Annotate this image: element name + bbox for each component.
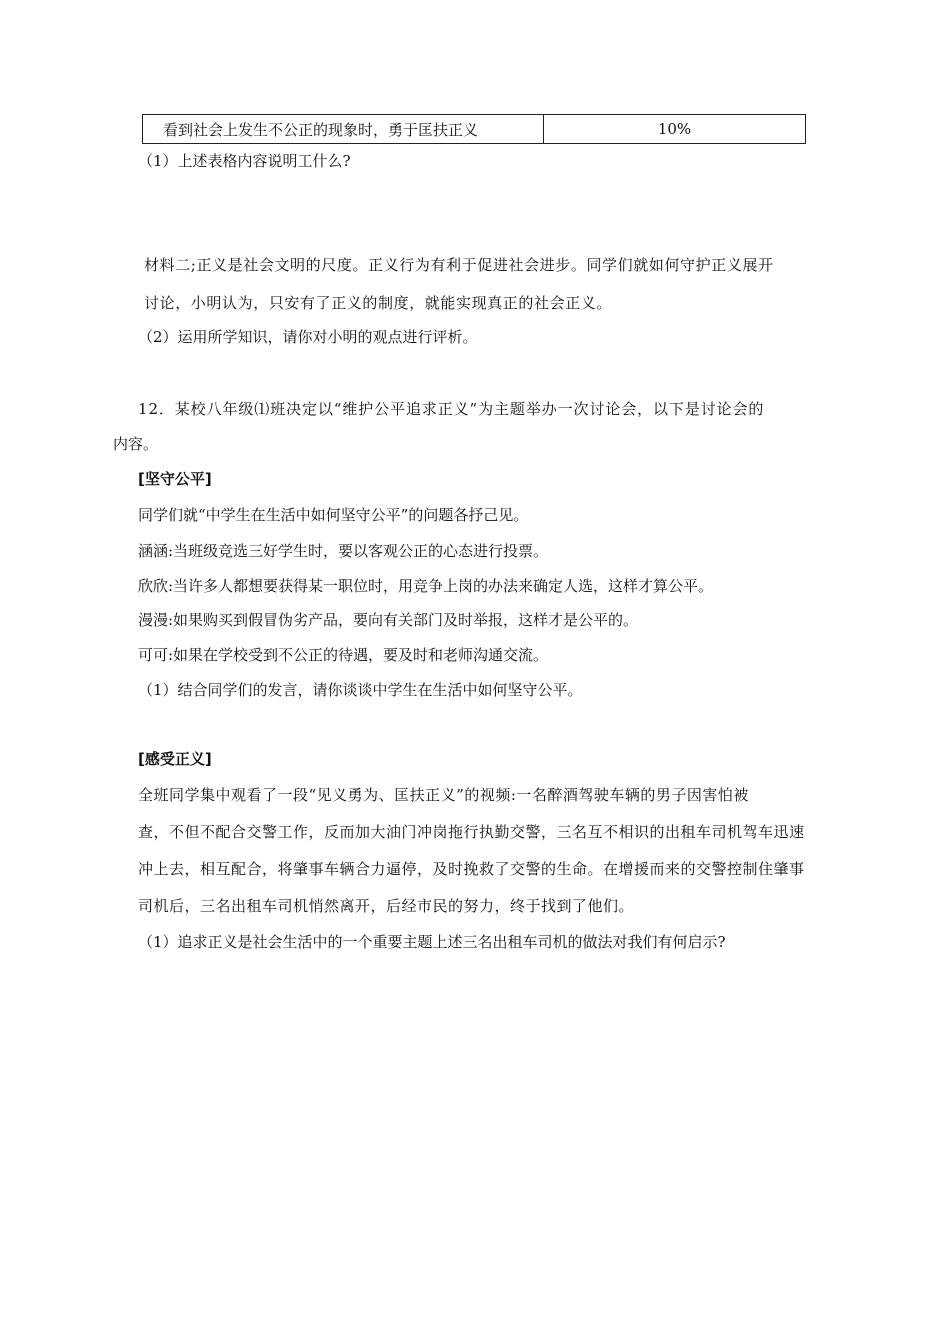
table-row: [143, 115, 806, 144]
material2-line2: 讨论，小明认为，只安有了正义的制度，就能实现真正的社会正义。: [144, 294, 613, 312]
statement-xinxin: 欣欣:当许多人都想要获得某一职位时，用竞争上岗的办法来确定人选，这样才算公平。: [138, 577, 714, 595]
justice-line3: 冲上去，相互配合，将肇事车辆合力逼停，及时挽救了交警的生命。在增援而来的交警控制住肇事: [138, 860, 805, 878]
table-cell-item: 看到社会上发生不公正的现象时，勇于匡扶正义: [143, 115, 544, 144]
q11-sub-question-2: （2）运用所学知识，请你对小明的观点进行评析。: [138, 328, 478, 346]
material2-line1: 材料二;正义是社会文明的尺度。正义行为有利于促进社会进步。同学们就如何守护正义展开: [144, 256, 774, 274]
table-cell-value: 10%: [544, 115, 806, 144]
section-title-fairness: [坚守公平]: [138, 470, 212, 488]
justice-line1: 全班同学集中观看了一段“见义勇为、匡扶正义”的视频:一名醉酒驾驶车辆的男子因害怕被: [138, 786, 749, 804]
fairness-intro: 同学们就“中学生在生活中如何坚守公平”的问题各抒己见。: [138, 506, 529, 524]
q11-sub-question-1: （1）上述表格内容说明工什么?: [138, 152, 351, 170]
q12-stem-line1: 12．某校八年级⑴班决定以“维护公平追求正义”为主题举办一次讨论会，以下是讨论会的: [138, 400, 765, 418]
justice-question: （1）追求正义是社会生活中的一个重要主题上述三名出租车司机的做法对我们有何启示?: [138, 933, 726, 951]
justice-line2: 查，不但不配合交警工作，反而加大油门冲岗拖行执勤交警，三名互不相识的出租车司机驾车迅速: [138, 823, 805, 841]
justice-line4: 司机后，三名出租车司机悄然离开，后经市民的努力，终于找到了他们。: [138, 897, 635, 915]
survey-table: [142, 114, 806, 144]
q12-stem-line2: 内容。: [113, 435, 159, 453]
section-title-justice: [感受正义]: [138, 750, 212, 768]
fairness-question: （1）结合同学们的发言，请你谈谈中学生在生活中如何坚守公平。: [138, 681, 583, 699]
statement-manman: 漫漫:如果购买到假冒伪劣产品，要向有关部门及时举报，这样才是公平的。: [138, 611, 639, 629]
statement-keke: 可可:如果在学校受到不公正的待遇，要及时和老师沟通交流。: [138, 646, 549, 664]
statement-hanhan: 涵涵:当班级竞选三好学生时，要以客观公正的心态进行投票。: [138, 542, 549, 560]
